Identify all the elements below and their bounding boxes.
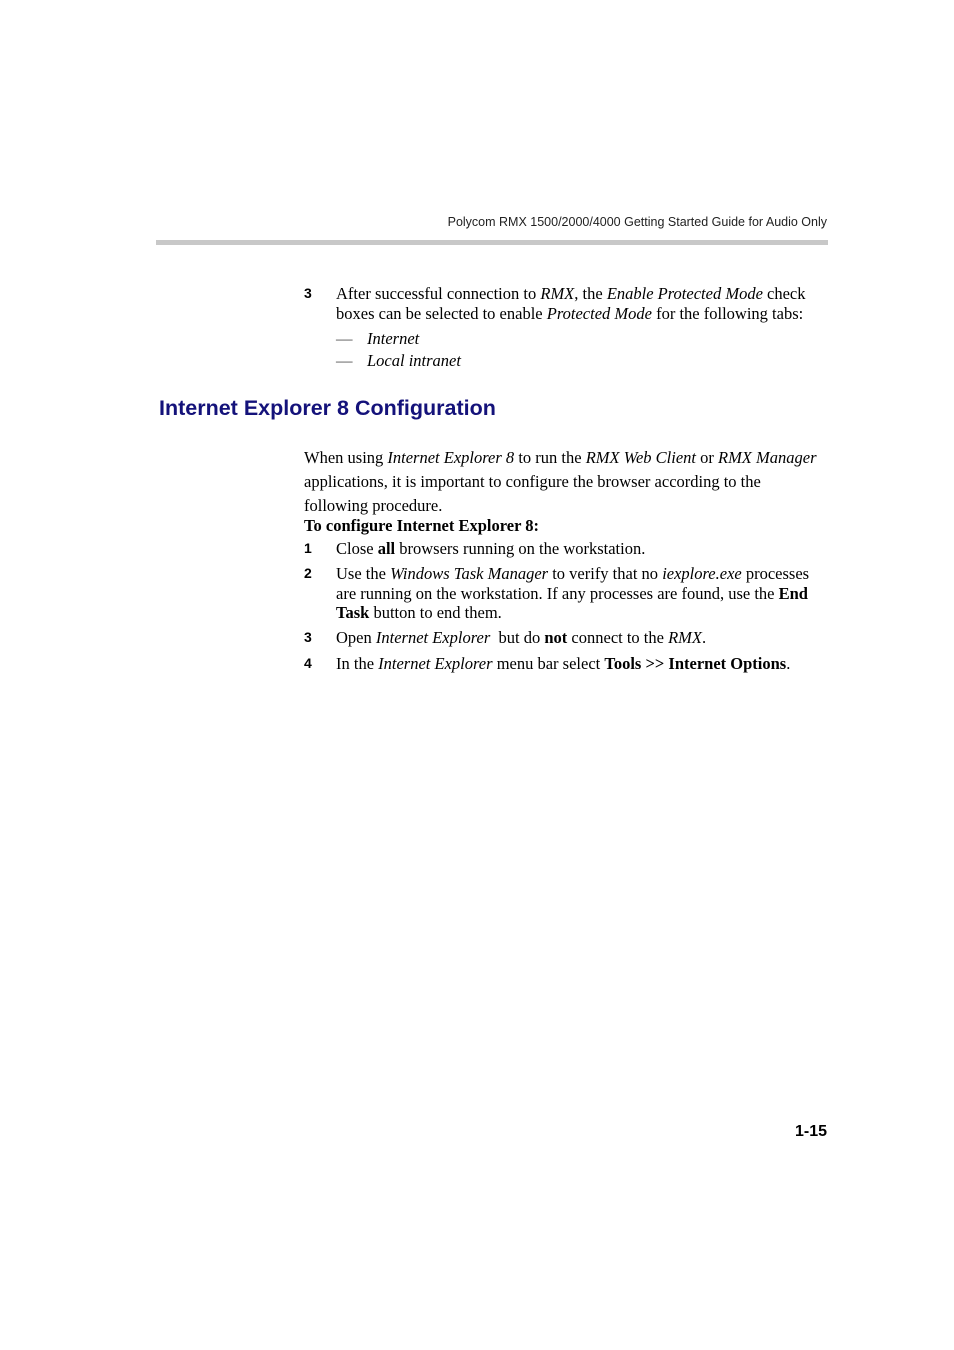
step-3-protected-mode — [304, 284, 828, 323]
step-number: 4 — [304, 655, 312, 671]
procedure-title: To configure Internet Explorer 8: — [304, 516, 539, 535]
step-number: 3 — [304, 629, 312, 645]
header-rule — [156, 240, 828, 245]
list-item-local-intranet — [336, 351, 461, 371]
section-heading: Internet Explorer 8 Configuration — [159, 396, 496, 420]
dash-bullet: — — [336, 351, 353, 370]
intro-paragraph: When using Internet Explorer 8 to run the RMX Web Client or RMX Manager applications, it is important to configure the browser according to the following procedure. — [304, 448, 817, 515]
step-number: 1 — [304, 540, 312, 556]
list-item-label: Local intranet — [367, 351, 461, 370]
list-item-internet — [336, 329, 419, 349]
dash-bullet: — — [336, 329, 353, 348]
step-text: After successful connection to RMX, the Enable Protected Mode check boxes can be selected to enable Protected Mode for the following tabs: — [336, 284, 806, 323]
step-text: Close all browsers running on the workstation. — [336, 539, 646, 558]
step-number: 3 — [304, 285, 312, 301]
procedure-step-2 — [304, 564, 828, 623]
procedure-step-3 — [304, 628, 828, 648]
step-text: Use the Windows Task Manager to verify that no iexplore.exe processes are running on the workstation. If any processes are found, use the End Task button to end them. — [336, 564, 810, 622]
step-number: 2 — [304, 565, 312, 581]
procedure-step-4 — [304, 654, 828, 674]
list-item-label: Internet — [367, 329, 420, 348]
procedure-step-1 — [304, 539, 828, 559]
page-number: 1-15 — [794, 1123, 827, 1140]
step-text: Open Internet Explorer but do not connect to the RMX. — [336, 628, 707, 647]
running-header: Polycom RMX 1500/2000/4000 Getting Started Guide for Audio Only — [447, 215, 827, 229]
step-text: In the Internet Explorer menu bar select Tools >> Internet Options. — [336, 654, 791, 673]
